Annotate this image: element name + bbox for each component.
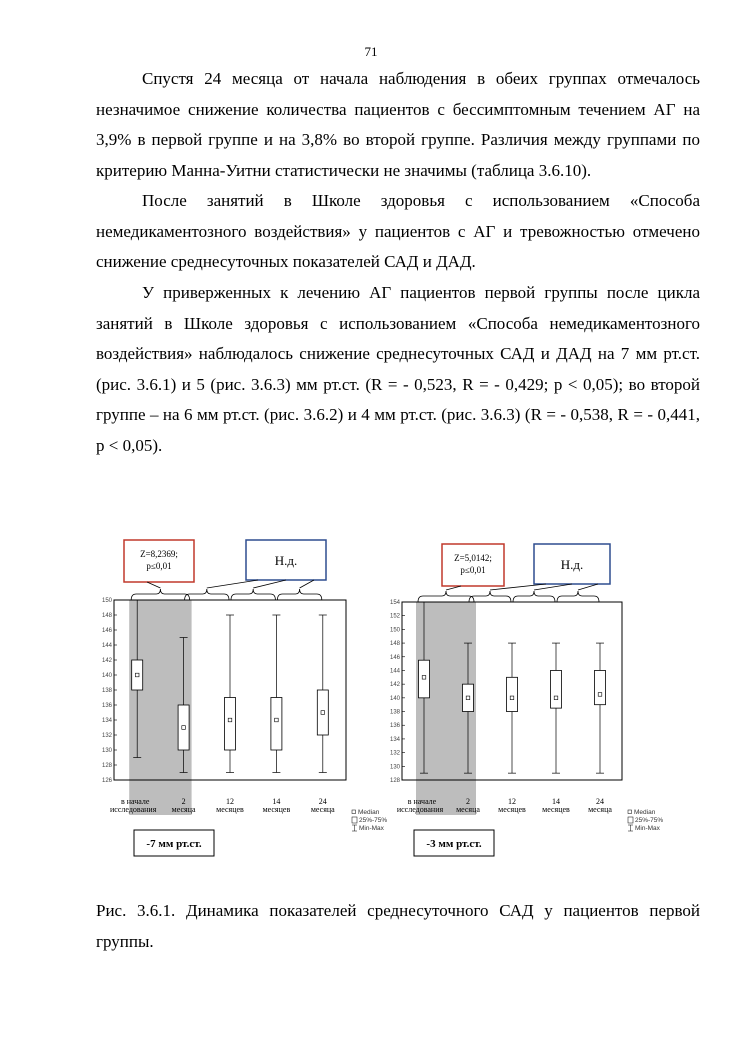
legend-iqr: 25%-75%	[635, 817, 664, 824]
y-tick-label: 136	[389, 723, 400, 730]
brace-nd-1	[469, 591, 511, 602]
iqr-box	[595, 670, 606, 704]
y-tick-label: 140	[101, 673, 112, 679]
nd-label: Н.д.	[274, 553, 298, 568]
median-point	[182, 726, 186, 730]
y-tick-label: 138	[101, 688, 112, 694]
brace-nd-1	[185, 589, 229, 600]
paragraph-3: У приверженных к лечению АГ пациентов первой группы после цикла занятий в Школе здоровья с использованием «Способа немедикаментозного воздействия» наблюдалось снижение среднесуточных САД и ДАД на 7 мм рт.ст. (рис. 3.6.1) и 5 (рис. 3.6.3) мм рт.ст. (R = - 0,523, R = - 0,429; р < 0,05); во второй группе – на 6 мм рт.ст. (рис. 3.6.2) и 4 мм рт.ст. (рис. 3.6.3) (R = - 0,538, R = - 0,441, р < 0,05).	[96, 283, 700, 455]
y-tick-label: 132	[389, 750, 400, 757]
brace-significant	[131, 589, 189, 600]
y-tick-label: 148	[389, 641, 400, 648]
y-tick-label: 132	[101, 733, 112, 739]
y-tick-label: 134	[389, 736, 400, 743]
y-tick-label: 152	[389, 613, 400, 620]
y-tick-label: 130	[101, 748, 112, 754]
legend-iqr-icon	[628, 817, 633, 823]
y-tick-label: 144	[101, 643, 112, 649]
brace-significant	[418, 591, 474, 602]
x-label-3: 14	[552, 797, 560, 806]
x-label-0: в начале	[120, 797, 150, 806]
median-point	[510, 696, 514, 700]
stat-p-value: р≤0,01	[146, 561, 172, 571]
legend-minmax-icon	[628, 825, 633, 831]
x-label-4: 24	[318, 797, 327, 806]
paragraph-2: После занятий в Школе здоровья с использованием «Способа немедикаментозного воздействия» у пациентов с АГ и тревожностью отмечено снижение среднесуточных показателей САД и ДАД.	[96, 191, 700, 271]
paragraph-1: Спустя 24 месяца от начала наблюдения в обеих группах отмечалось незначимое снижение количества пациентов с бессимптомным течением АГ на 3,9% в первой группе и на 3,8% во второй группе. Различия между группами по критерию Манна-Уитни статистически не значимы (таблица 3.6.10).	[96, 69, 700, 180]
y-tick-label: 128	[389, 778, 400, 784]
box-plot-right	[390, 544, 663, 856]
legend-median: Median	[634, 809, 656, 816]
y-tick-label: 154	[389, 600, 400, 606]
x-label-1b: месяца	[171, 805, 196, 814]
legend-iqr-icon	[352, 817, 357, 823]
x-label-3b: месяцев	[542, 805, 570, 814]
brace-nd-3	[277, 589, 321, 600]
legend-minmax: Min-Max	[635, 825, 660, 832]
x-label-2: 12	[508, 797, 516, 806]
legend-median-icon	[628, 810, 632, 814]
legend-median: Median	[358, 809, 380, 816]
stat-p-value: р≤0,01	[460, 565, 486, 575]
y-tick-label: 130	[389, 764, 400, 771]
median-point	[321, 711, 325, 715]
iqr-box	[507, 677, 518, 711]
figure-caption: Рис. 3.6.1. Динамика показателей среднесуточного САД у пациентов первой группы.	[96, 901, 700, 951]
stat-pointer	[147, 582, 160, 588]
iqr-box	[271, 698, 282, 751]
x-label-2: 12	[226, 797, 234, 806]
x-label-0b: исследования	[110, 805, 157, 814]
y-tick-label: 136	[101, 703, 112, 709]
y-tick-label: 146	[389, 654, 400, 661]
median-point	[598, 693, 602, 697]
nd-pointer	[300, 580, 314, 588]
legend-iqr: 25%-75%	[359, 817, 388, 824]
legend-minmax: Min-Max	[359, 825, 384, 832]
y-tick-label: 140	[389, 695, 400, 702]
x-label-0b: исследования	[396, 805, 444, 814]
x-label-2b: месяцев	[498, 805, 526, 814]
x-label-1b: месяца	[456, 805, 480, 814]
nd-pointer	[253, 580, 286, 588]
stat-z-value: Z=8,2369;	[140, 549, 178, 559]
brace-nd-3	[557, 591, 599, 602]
stat-z-value: Z=5,0142;	[454, 553, 492, 563]
iqr-box	[551, 670, 562, 708]
figure-box-plots	[96, 530, 664, 870]
y-tick-label: 142	[101, 658, 112, 664]
y-tick-label: 134	[101, 718, 112, 724]
brace-nd-2	[513, 591, 555, 602]
iqr-box	[225, 698, 236, 751]
y-tick-label: 144	[389, 668, 400, 675]
nd-label: Н.д.	[560, 557, 584, 572]
y-tick-label: 150	[101, 598, 112, 604]
y-tick-label: 142	[389, 682, 400, 689]
y-tick-label: 138	[389, 709, 400, 716]
median-point	[422, 676, 426, 680]
median-point	[228, 718, 232, 722]
change-label: -3 мм рт.ст.	[426, 838, 482, 850]
median-point	[466, 696, 470, 700]
x-label-1: 2	[466, 797, 470, 806]
legend-median-icon	[352, 810, 356, 814]
x-label-0: в начале	[407, 797, 437, 806]
nd-pointer	[207, 580, 258, 588]
y-tick-label: 128	[101, 763, 112, 769]
y-tick-label: 148	[101, 613, 112, 619]
box-plot-left	[102, 540, 387, 856]
median-point	[554, 696, 558, 700]
y-tick-label: 146	[101, 628, 112, 634]
change-label: -7 мм рт.ст.	[146, 838, 202, 850]
x-label-1: 2	[181, 797, 186, 806]
x-label-4b: месяца	[310, 805, 335, 814]
legend-minmax-icon	[352, 825, 357, 831]
x-label-4: 24	[596, 797, 604, 806]
page-number: 71	[364, 44, 378, 59]
x-label-3: 14	[272, 797, 281, 806]
y-tick-label: 126	[101, 778, 112, 784]
nd-pointer	[578, 584, 598, 590]
x-label-4b: месяца	[588, 805, 612, 814]
median-point	[135, 673, 139, 677]
y-tick-label: 150	[389, 627, 400, 634]
x-label-3b: месяцев	[262, 805, 291, 814]
median-point	[275, 718, 279, 722]
brace-nd-2	[231, 589, 275, 600]
x-label-2b: месяцев	[216, 805, 244, 814]
